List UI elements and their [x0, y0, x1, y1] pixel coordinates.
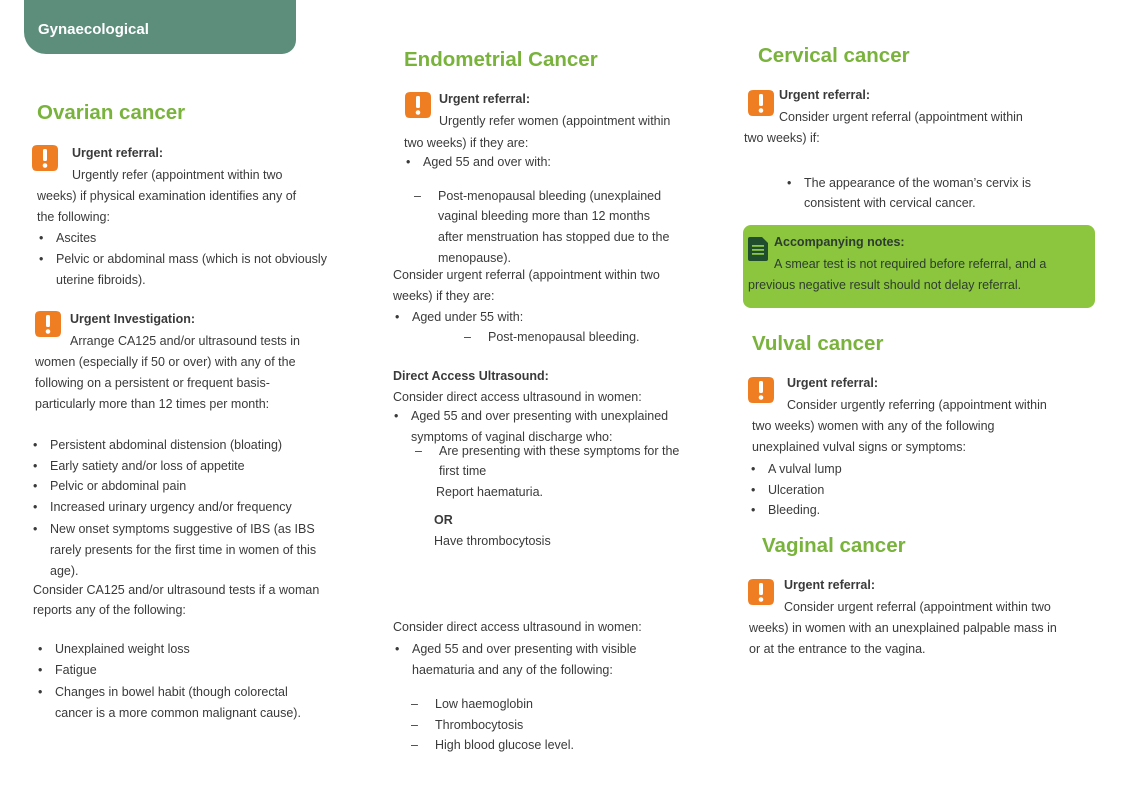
- list-subitem: – Post-menopausal bleeding.: [488, 327, 640, 348]
- vaginal-referral-text: weeks) in women with an unexplained palpable mass in: [749, 621, 1057, 635]
- list-item: • Bleeding.: [768, 500, 820, 521]
- ovarian-referral-text: weeks) if physical examination identifies any of: [37, 189, 297, 203]
- endometrial-consider-text: Consider urgent referral (appointment within two: [393, 268, 660, 282]
- list-item-continuation: haematuria and any of the following:: [412, 663, 613, 677]
- list-subitem: Report haematuria.: [436, 485, 544, 499]
- list-item: • New onset symptoms suggestive of IBS (as IBS: [50, 519, 315, 540]
- list-item-continuation: rarely presents for the first time in women of this: [50, 543, 317, 557]
- vaginal-referral-text: or at the entrance to the vagina.: [749, 642, 926, 656]
- note-icon: [747, 236, 769, 262]
- endometrial-title: Endometrial Cancer: [404, 48, 598, 71]
- direct-access-heading: Direct Access Ultrasound:: [393, 369, 549, 383]
- endometrial-consider-text: weeks) if they are:: [393, 289, 495, 303]
- list-subitem: – Post-menopausal bleeding (unexplained: [438, 186, 661, 207]
- vulval-referral-text: unexplained vulval signs or symptoms:: [752, 440, 966, 454]
- list-item: • Ascites: [56, 228, 96, 249]
- cervical-title: Cervical cancer: [758, 44, 910, 67]
- list-item: • Increased urinary urgency and/or frequency: [50, 497, 292, 518]
- list-item: • Aged 55 and over with:: [423, 152, 551, 173]
- notes-text: previous negative result should not delay referral.: [748, 278, 1022, 292]
- list-subitem: – High blood glucose level.: [435, 735, 574, 756]
- notes-heading: Accompanying notes:: [774, 235, 905, 249]
- list-item: • Unexplained weight loss: [55, 639, 190, 660]
- list-subitem: – Are presenting with these symptoms for the: [439, 441, 679, 462]
- list-item: • Aged under 55 with:: [412, 307, 523, 328]
- warning-icon: [746, 577, 776, 607]
- list-item-continuation: uterine fibroids).: [56, 273, 146, 287]
- list-subitem: Have thrombocytosis: [434, 534, 551, 548]
- ovarian-investigation-text: particularly more than 12 times per month:: [35, 397, 270, 411]
- list-item: • Pelvic or abdominal pain: [50, 476, 186, 497]
- ovarian-investigation-text: following on a persistent or frequent basis-: [35, 376, 270, 390]
- ovarian-consider-text: reports any of the following:: [33, 603, 186, 617]
- cervical-referral-text: Consider urgent referral (appointment within: [779, 110, 1023, 124]
- warning-icon: [33, 309, 63, 339]
- list-subitem-continuation: menopause).: [438, 251, 511, 265]
- warning-icon: [30, 143, 60, 173]
- vaginal-title: Vaginal cancer: [762, 534, 906, 557]
- list-item-continuation: consistent with cervical cancer.: [804, 196, 976, 210]
- list-item: • Changes in bowel habit (though colorectal: [55, 682, 288, 703]
- list-item: • A vulval lump: [768, 459, 842, 480]
- list-item-continuation: age).: [50, 564, 79, 578]
- list-item: • Early satiety and/or loss of appetite: [50, 456, 245, 477]
- list-item: • Aged 55 and over presenting with visible: [412, 639, 636, 660]
- vaginal-urgent-referral-label: Urgent referral:: [784, 578, 875, 592]
- list-item: • The appearance of the woman’s cervix is: [804, 173, 1031, 194]
- list-item-continuation: symptoms of vaginal discharge who:: [411, 430, 613, 444]
- vulval-referral-text: Consider urgently referring (appointment within: [787, 398, 1047, 412]
- section-tab-label: Gynaecological: [38, 21, 149, 38]
- list-subitem-continuation: first time: [439, 464, 487, 478]
- ovarian-urgent-investigation-label: Urgent Investigation:: [70, 312, 196, 326]
- list-item: • Pelvic or abdominal mass (which is not obviously: [56, 249, 327, 270]
- list-item: • Persistent abdominal distension (bloating): [50, 435, 282, 456]
- ovarian-referral-text: the following:: [37, 210, 110, 224]
- direct-access-intro: Consider direct access ultrasound in women:: [393, 620, 642, 634]
- list-item: • Fatigue: [55, 660, 97, 681]
- notes-text: A smear test is not required before referral, and a: [774, 257, 1047, 271]
- list-subitem: – Thrombocytosis: [435, 715, 523, 736]
- list-item: • Aged 55 and over presenting with unexplained: [411, 406, 668, 427]
- cervical-referral-text: two weeks) if:: [744, 131, 820, 145]
- ovarian-investigation-text: women (especially if 50 or over) with any of the: [35, 355, 296, 369]
- list-subitem: – Low haemoglobin: [435, 694, 533, 715]
- vulval-referral-text: two weeks) women with any of the following: [752, 419, 995, 433]
- vulval-title: Vulval cancer: [752, 332, 884, 355]
- vaginal-referral-text: Consider urgent referral (appointment within two: [784, 600, 1051, 614]
- endometrial-referral-text: two weeks) if they are:: [404, 136, 529, 150]
- ovarian-consider-text: Consider CA125 and/or ultrasound tests if a woman: [33, 583, 320, 597]
- warning-icon: [746, 375, 776, 405]
- ovarian-investigation-text: Arrange CA125 and/or ultrasound tests in: [70, 334, 300, 348]
- ovarian-title: Ovarian cancer: [37, 101, 186, 124]
- list-item-continuation: cancer is a more common malignant cause).: [55, 706, 301, 720]
- warning-icon: [403, 90, 433, 120]
- ovarian-referral-text: Urgently refer (appointment within two: [72, 168, 283, 182]
- warning-icon: [746, 88, 776, 118]
- or-label: OR: [434, 513, 453, 527]
- list-subitem-continuation: vaginal bleeding more than 12 months: [438, 209, 650, 223]
- endometrial-urgent-referral-label: Urgent referral:: [439, 92, 530, 106]
- cervical-urgent-referral-label: Urgent referral:: [779, 88, 870, 102]
- list-subitem-continuation: after menstruation has stopped due to the: [438, 230, 670, 244]
- ovarian-urgent-referral-label: Urgent referral:: [72, 146, 163, 160]
- vulval-urgent-referral-label: Urgent referral:: [787, 376, 878, 390]
- direct-access-intro: Consider direct access ultrasound in women:: [393, 390, 642, 404]
- list-item: • Ulceration: [768, 480, 824, 501]
- endometrial-referral-text: Urgently refer women (appointment within: [439, 114, 671, 128]
